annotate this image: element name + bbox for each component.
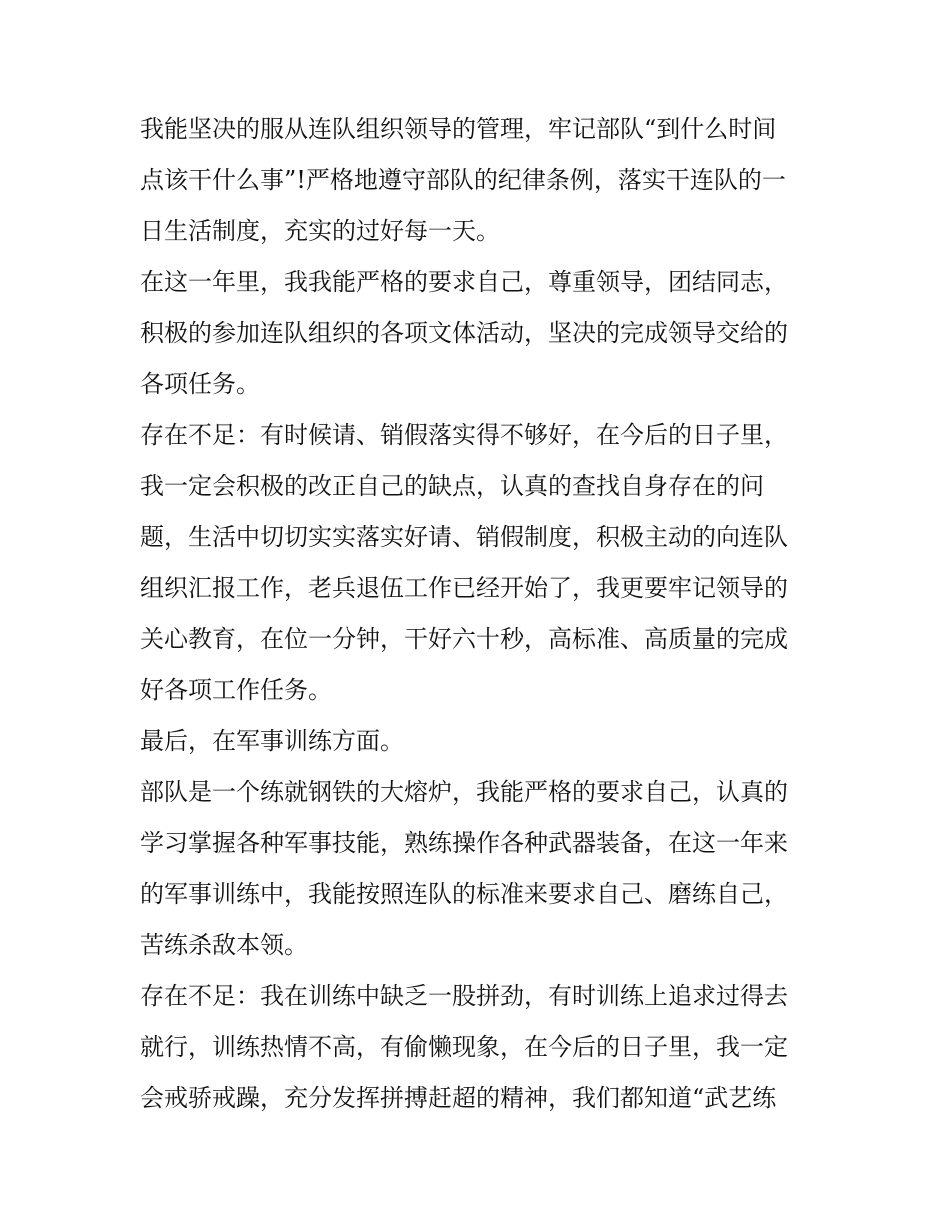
text-line: 日生活制度，充实的过好每一天。 [140,217,500,245]
text-line: 我一定会积极的改正自己的缺点，认真的查找自身存在的问 [140,472,764,500]
document-body [140,104,820,1124]
text-line: 学习掌握各种军事技能，熟练操作各种武器装备，在这一年来 [140,829,788,857]
text-line: 最后，在军事训练方面。 [140,727,404,755]
text-line: 存在不足：有时候请、销假落实得不够好，在今后的日子里， [140,421,788,449]
text-line: 部队是一个练就钢铁的大熔炉，我能严格的要求自己，认真的 [140,778,788,806]
text-line: 关心教育，在位一分钟，干好六十秒，高标准、高质量的完成 [140,625,788,653]
text-line: 组织汇报工作，老兵退伍工作已经开始了，我更要牢记领导的 [140,574,788,602]
text-line: 就行，训练热情不高，有偷懒现象，在今后的日子里，我一定 [140,1033,788,1061]
text-line: 我能坚决的服从连队组织领导的管理，牢记部队“到什么时间 [140,115,777,143]
text-line: 的军事训练中，我能按照连队的标准来要求自己、磨练自己， [140,880,788,908]
text-line: 点该干什么事”!严格地遵守部队的纪律条例，落实干连队的一 [140,166,786,194]
text-line: 积极的参加连队组织的各项文体活动，坚决的完成领导交给的 [140,319,788,347]
text-line: 好各项工作任务。 [140,676,332,704]
text-line: 在这一年里，我我能严格的要求自己，尊重领导，团结同志， [140,268,788,296]
text-line: 题，生活中切切实实落实好请、销假制度，积极主动的向连队 [140,523,788,551]
text-line: 苦练杀敌本领。 [140,931,308,959]
text-line: 会戒骄戒躁，充分发挥拼搏赶超的精神，我们都知道“武艺练 [140,1084,777,1112]
text-line: 各项任务。 [140,370,260,398]
text-line: 存在不足：我在训练中缺乏一股拼劲，有时训练上追求过得去 [140,982,788,1010]
